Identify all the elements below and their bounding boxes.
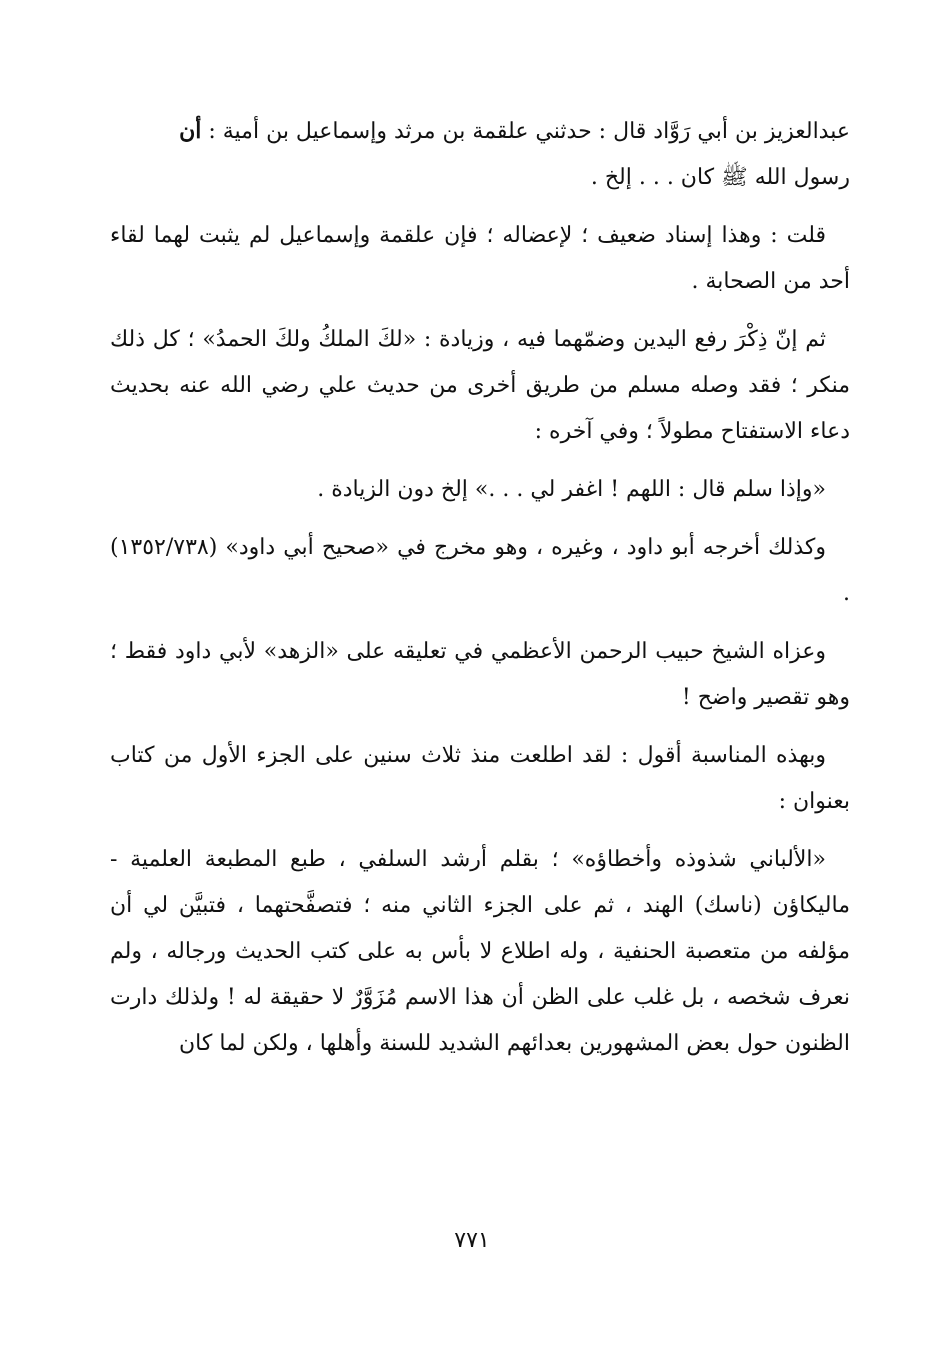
paragraph-3: ثم إنّ ذِكْرَ رفع اليدين وضمّهما فيه ، وزيادة : «لكَ الملكُ ولكَ الحمدُ» ؛ كل ذلك منكر ؛ فقد وصله مسلم من طريق أخرى من حديث علي رضي الله عنه بحديث دعاء الاستفتاح مطولاً ؛ وفي آخره : [110,327,850,444]
paragraph-4-quote: «وإذا سلم قال : اللهم ! اغفر لي . . .» إلخ دون الزيادة . [317,477,826,502]
paragraph-6: وعزاه الشيخ حبيب الرحمن الأعظمي في تعليقه على «الزهد» لأبي داود فقط ؛ وهو تقصير واضح ! [110,639,850,710]
page-body [110,108,850,1079]
paragraph-8: «الألباني شذوذه وأخطاؤه» ؛ بقلم أرشد السلفي ، طبع المطبعة العلمية - ماليكاؤن (ناسك) الهند ، ثم على الجزء الثاني منه ؛ فتصفَّحتهما ، فتبيَّن لي أن مؤلفه من متعصبة الحنفية ، وله اطلاع لا بأس به على كتب الحديث ورجاله ، ولم نعرف شخصه ، بل غلب على الظن أن هذا الاسم مُزَوَّرٌ لا حقيقة له ! ولذلك دارت الظنون حول بعض المشهورين بعدائهم الشديد للسنة وأهلها ، ولكن لما كان [110,847,850,1056]
paragraph-1-text: عبدالعزيز بن أبي رَوَّاد قال : حدثني علقمة بن مرثد وإسماعيل بن أمية : [201,119,850,144]
page-number: ٧٧١ [454,1228,490,1253]
paragraph-2: قلت : وهذا إسناد ضعيف ؛ لإعضاله ؛ فإن علقمة وإسماعيل لم يثبت لهما لقاء أحد من الصحابة . [110,223,850,294]
paragraph-5: وكذلك أخرجه أبو داود ، وغيره ، وهو مخرج في «صحيح أبي داود» (١٣٥٢/٧٣٨) . [110,535,850,606]
paragraph-1-bold-word: أن [179,118,202,144]
paragraph-1 [110,108,850,201]
paragraph-7: وبهذه المناسبة أقول : لقد اطلعت منذ ثلاث سنين على الجزء الأول من كتاب بعنوان : [110,743,850,814]
paragraph-1-line2: رسول الله ﷺ كان . . . إلخ . [590,165,850,190]
